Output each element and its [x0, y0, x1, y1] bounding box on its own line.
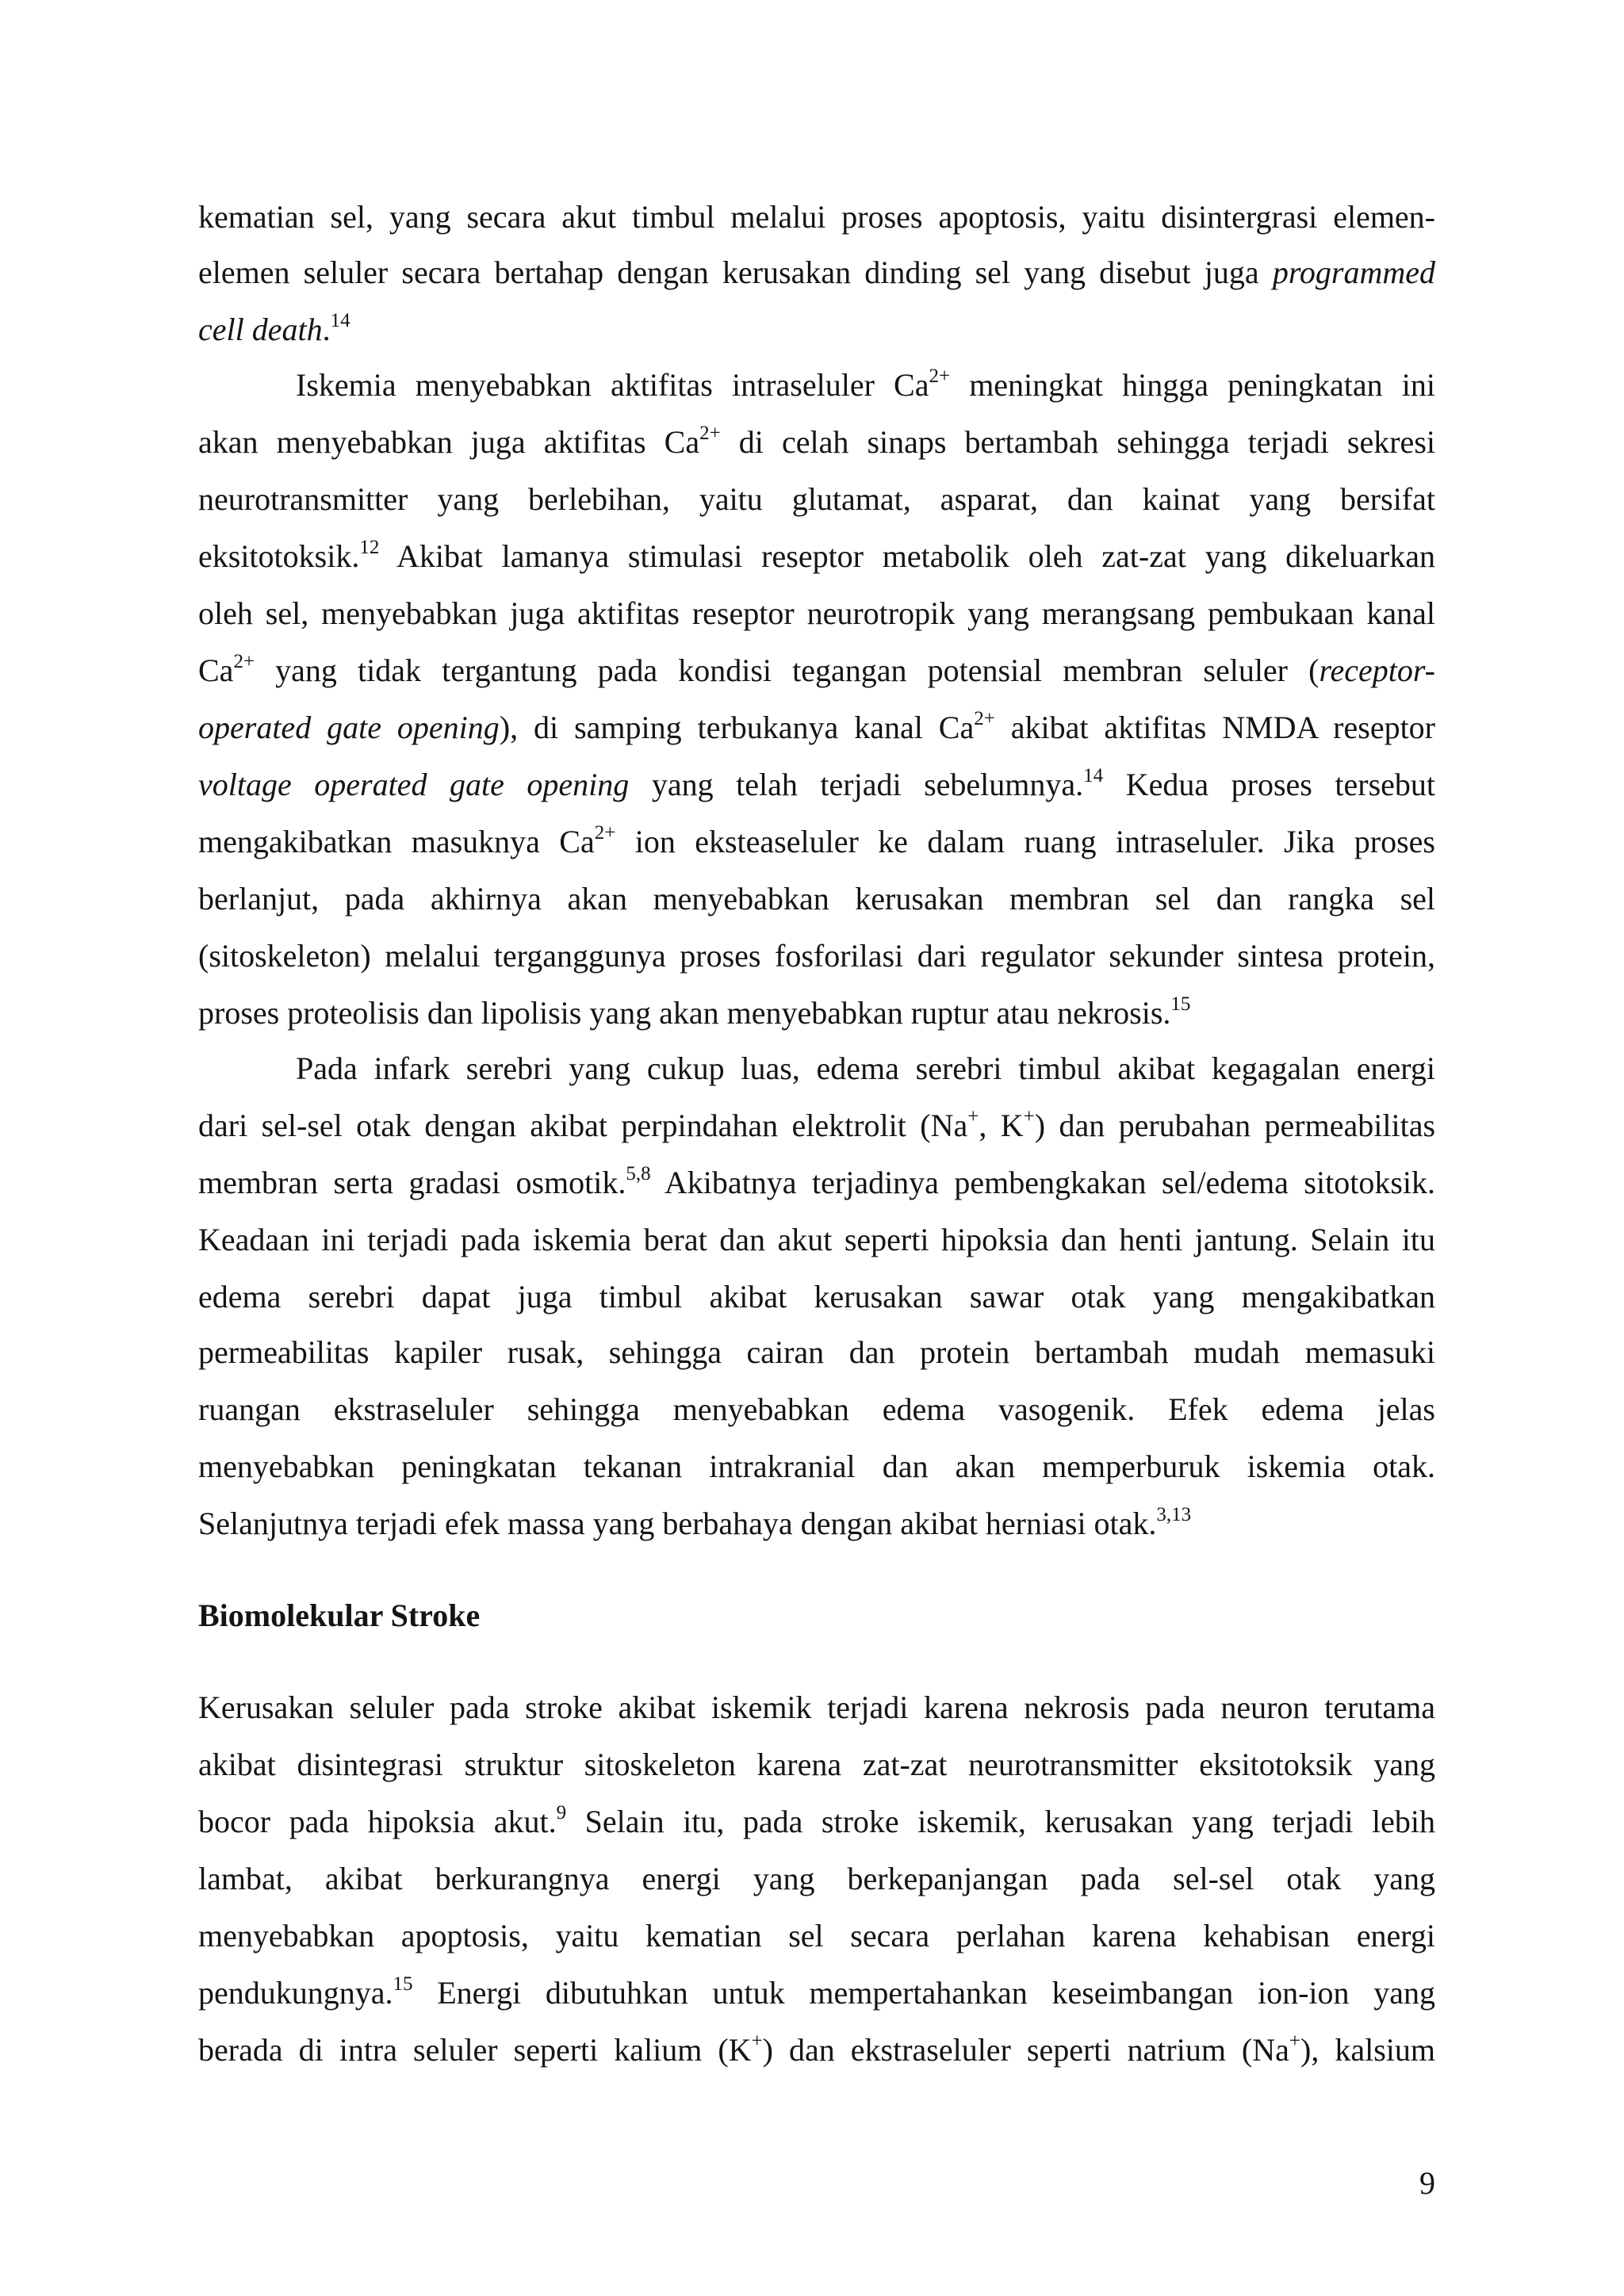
text-run: kematian sel, yang secara akut timbul melalui proses apoptosis, yaitu disintergrasi elemen- — [198, 199, 1435, 235]
text-run: pendukungnya. — [198, 1975, 393, 2011]
text-run: neurotransmitter yang berlebihan, yaitu glutamat, asparat, dan kainat yang bersifat — [198, 481, 1435, 517]
text-run: dari sel-sel otak dengan akibat perpindahan elektrolit (Na — [198, 1108, 968, 1143]
text-run: proses proteolisis dan lipolisis yang akan menyebabkan ruptur atau nekrosis. — [198, 995, 1171, 1031]
text-line — [198, 1105, 1435, 1146]
text-line — [198, 1219, 1435, 1261]
citation-superscript: 9 — [556, 1801, 567, 1823]
text-run: yang tidak tergantung pada kondisi tegangan potensial membran seluler ( — [255, 652, 1320, 688]
text-run: akan menyebabkan juga aktifitas Ca — [198, 424, 700, 460]
text-line — [198, 1048, 1435, 1089]
citation-superscript: 2+ — [929, 365, 951, 387]
text-run: akibat aktifitas NMDA reseptor — [994, 710, 1435, 745]
text-run: ) dan ekstraseluler seperti natrium (Na — [762, 2032, 1289, 2068]
citation-superscript: 2+ — [699, 422, 721, 444]
text-line — [198, 707, 1435, 748]
italic-term: receptor- — [1319, 652, 1435, 688]
text-run: berlanjut, pada akhirnya akan menyebabkan kerusakan membran sel dan rangka sel — [198, 881, 1435, 916]
citation-superscript: + — [751, 2030, 763, 2052]
text-line — [198, 365, 1435, 406]
citation-superscript: + — [967, 1105, 979, 1127]
citation-superscript: + — [1289, 2030, 1300, 2052]
citation-superscript: 2+ — [974, 707, 995, 729]
text-line — [198, 1687, 1435, 1728]
section-heading: Biomolekular Stroke — [198, 1598, 481, 1633]
text-run: membran serta gradasi osmotik. — [198, 1165, 626, 1200]
citation-superscript: 15 — [1170, 993, 1191, 1015]
text-run: bocor pada hipoksia akut. — [198, 1804, 557, 1839]
text-line — [198, 1162, 1435, 1203]
citation-superscript: 5,8 — [626, 1162, 651, 1184]
text-run: edema serebri dapat juga timbul akibat kerusakan sawar otak yang mengakibatkan — [198, 1279, 1435, 1314]
text-run: akibat disintegrasi struktur sitoskeleton karena zat-zat neurotransmitter eksitotoksik yang — [198, 1747, 1435, 1782]
italic-term: operated gate opening — [198, 710, 500, 745]
text-run: Kerusakan seluler pada stroke akibat iskemik terjadi karena nekrosis pada neuron terutama — [198, 1689, 1435, 1725]
citation-superscript: + — [1023, 1105, 1035, 1127]
text-line — [198, 1801, 1435, 1843]
text-line — [198, 821, 1435, 863]
text-line — [198, 2030, 1435, 2071]
citation-superscript: 14 — [330, 309, 350, 331]
text-line — [198, 1858, 1435, 1900]
text-run: berada di intra seluler seperti kalium (K — [198, 2032, 752, 2068]
citation-superscript: 12 — [359, 536, 380, 558]
text-run: permeabilitas kapiler rusak, sehingga cairan dan protein bertambah mudah memasuki — [198, 1334, 1435, 1370]
text-run: ), di samping terbukanya kanal Ca — [499, 710, 975, 745]
text-line — [198, 536, 1435, 577]
text-line — [198, 479, 1435, 520]
text-line — [198, 764, 1435, 806]
text-run: Iskemia menyebabkan aktifitas intraseluler Ca — [296, 367, 929, 403]
text-line — [198, 1446, 1435, 1487]
text-run: ), kalsium — [1300, 2032, 1435, 2068]
text-run: . — [322, 312, 331, 347]
italic-term: voltage operated gate opening — [198, 767, 630, 802]
citation-superscript: 2+ — [233, 650, 255, 672]
text-run: Pada infark serebri yang cukup luas, edema serebri timbul akibat kegagalan energi — [296, 1050, 1435, 1086]
text-run: oleh sel, menyebabkan juga aktifitas reseptor neurotropik yang merangsang pembukaan kanal — [198, 595, 1435, 631]
text-line — [198, 1503, 1435, 1544]
text-run: meningkat hingga peningkatan ini — [950, 367, 1435, 403]
text-run: mengakibatkan masuknya Ca — [198, 824, 595, 859]
text-run: lambat, akibat berkurangnya energi yang berkepanjangan pada sel-sel otak yang — [198, 1861, 1435, 1896]
page-number: 9 — [1419, 2165, 1435, 2201]
text-line — [198, 878, 1435, 920]
citation-superscript: 14 — [1083, 764, 1104, 786]
text-run: Akibat lamanya stimulasi reseptor metabolik oleh zat-zat yang dikeluarkan — [379, 538, 1435, 574]
text-line — [198, 593, 1435, 634]
text-run: Energi dibutuhkan untuk mempertahankan keseimbangan ion-ion yang — [412, 1975, 1435, 2011]
text-run: (sitoskeleton) melalui terganggunya proses fosforilasi dari regulator sekunder sintesa protein, — [198, 938, 1435, 974]
citation-superscript: 3,13 — [1156, 1503, 1192, 1525]
text-line — [198, 650, 1435, 691]
text-run: Selain itu, pada stroke iskemik, kerusakan yang terjadi lebih — [566, 1804, 1435, 1839]
text-run: yang telah terjadi sebelumnya. — [629, 767, 1084, 802]
text-run: menyebabkan apoptosis, yaitu kematian sel secara perlahan karena kehabisan energi — [198, 1918, 1435, 1954]
text-line — [198, 1276, 1435, 1318]
text-run: Akibatnya terjadinya pembengkakan sel/edema sitotoksik. — [650, 1165, 1435, 1200]
text-run: di celah sinaps bertambah sehingga terjadi sekresi — [720, 424, 1435, 460]
text-run: eksitotoksik. — [198, 538, 360, 574]
text-run: , K — [979, 1108, 1024, 1143]
text-line — [198, 1332, 1435, 1373]
text-run: Kedua proses tersebut — [1103, 767, 1435, 802]
text-line — [198, 309, 1435, 350]
text-line — [198, 1744, 1435, 1785]
text-run: Selanjutnya terjadi efek massa yang berbahaya dengan akibat herniasi otak. — [198, 1506, 1157, 1541]
text-run: ion eksteaseluler ke dalam ruang intraseluler. Jika proses — [615, 824, 1435, 859]
italic-term: cell death — [198, 312, 323, 347]
text-line — [198, 1973, 1435, 2014]
text-line — [198, 1389, 1435, 1430]
text-run: ) dan perubahan permeabilitas — [1034, 1108, 1435, 1143]
text-run: Ca — [198, 652, 234, 688]
text-run: ruangan ekstraseluler sehingga menyebabkan edema vasogenik. Efek edema jelas — [198, 1391, 1435, 1427]
text-run: menyebabkan peningkatan tekanan intrakranial dan akan memperburuk iskemia otak. — [198, 1448, 1435, 1484]
citation-superscript: 15 — [393, 1973, 413, 1995]
text-line — [198, 197, 1435, 238]
text-run: elemen seluler secara bertahap dengan kerusakan dinding sel yang disebut juga — [198, 254, 1273, 290]
text-line — [198, 1915, 1435, 1957]
text-run: Keadaan ini terjadi pada iskemia berat dan akut seperti hipoksia dan henti jantung. Selain itu — [198, 1222, 1435, 1257]
text-line — [198, 936, 1435, 977]
text-line — [198, 252, 1435, 293]
text-line — [198, 422, 1435, 463]
italic-term: programmed — [1272, 254, 1435, 290]
text-line — [198, 993, 1435, 1034]
citation-superscript: 2+ — [594, 821, 616, 844]
